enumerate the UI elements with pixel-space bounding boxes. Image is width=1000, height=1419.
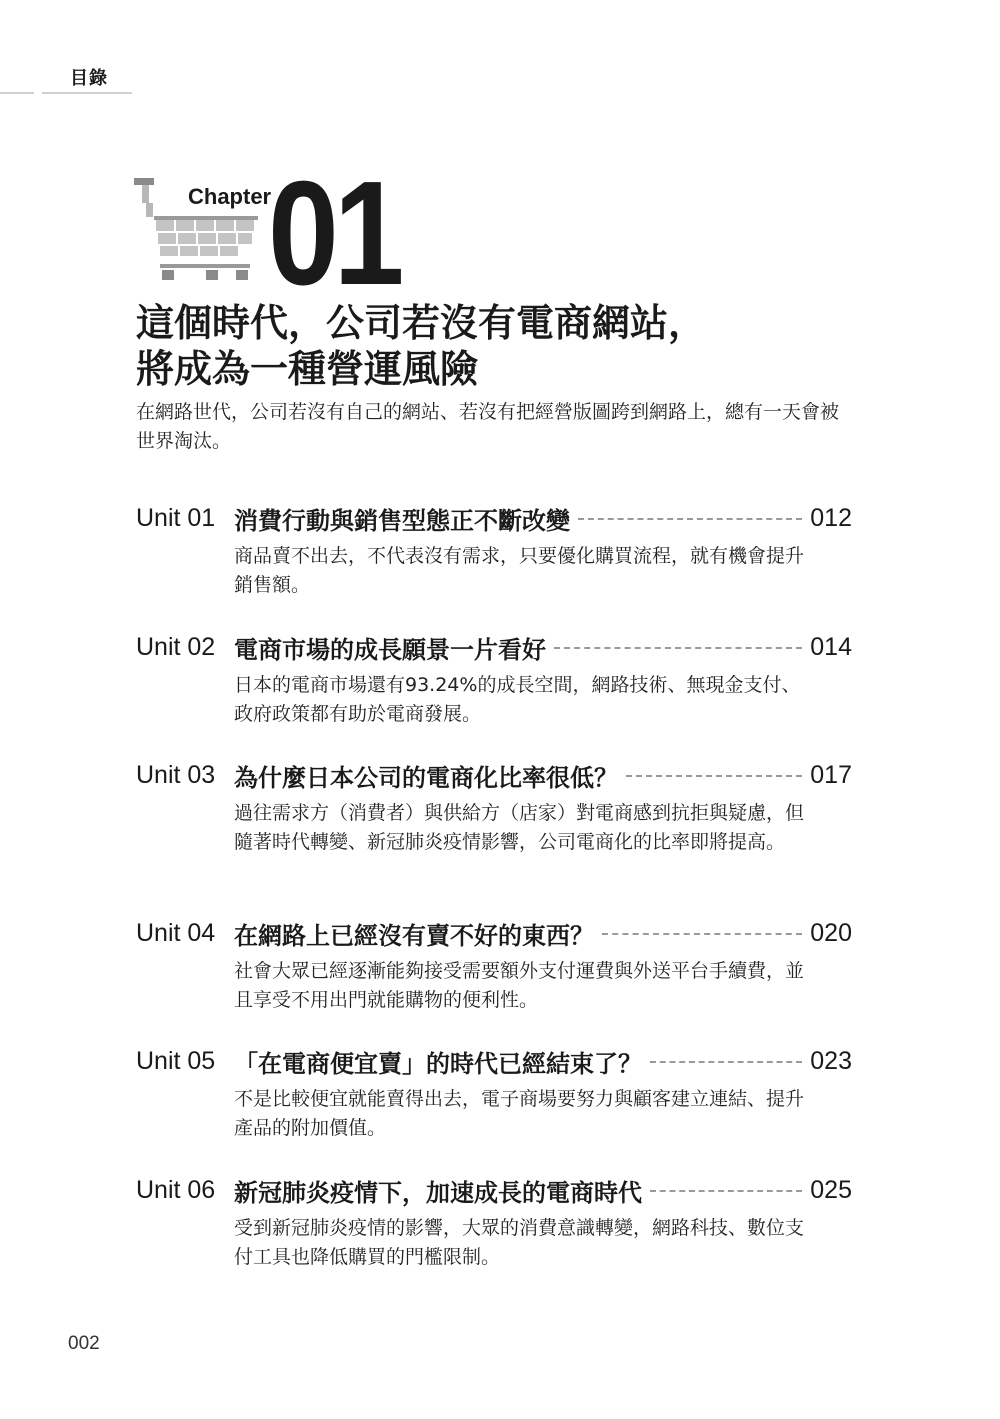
unit-label: Unit 06 bbox=[136, 1175, 216, 1204]
dotted-leader bbox=[626, 775, 802, 777]
header-rule bbox=[42, 92, 132, 94]
unit-description: 社會大眾已經逐漸能夠接受需要額外支付運費與外送平台手續費，並且享受不用出門就能購物的便利性。 bbox=[234, 960, 805, 1011]
unit-label: Unit 04 bbox=[136, 918, 216, 947]
chapter-title bbox=[136, 300, 856, 392]
toc-entry[interactable] bbox=[136, 1172, 852, 1272]
dotted-leader bbox=[650, 1061, 802, 1063]
toc-entry[interactable] bbox=[136, 1043, 852, 1143]
chapter-title-line2: 將成為一種營運風險 bbox=[136, 347, 479, 391]
unit-description: 過往需求方（消費者）與供給方（店家）對電商感到抗拒與疑慮，但隨著時代轉變、新冠肺炎疫情影響，公司電商化的比率即將提高。 bbox=[234, 802, 805, 853]
unit-page-number: 025 bbox=[810, 1175, 852, 1204]
chapter-label: Chapter bbox=[188, 184, 272, 209]
toc-entry[interactable] bbox=[136, 757, 852, 857]
unit-title[interactable]: 電商市場的成長願景一片看好 bbox=[234, 635, 546, 664]
header-label: 目錄 bbox=[70, 68, 108, 89]
unit-title[interactable]: 「在電商便宜賣」的時代已經結束了？ bbox=[234, 1049, 642, 1078]
toc-entry[interactable] bbox=[136, 915, 852, 1015]
header-rule bbox=[0, 92, 34, 94]
unit-page-number: 012 bbox=[810, 503, 852, 532]
unit-page-number: 020 bbox=[810, 918, 852, 947]
unit-page-number: 014 bbox=[810, 632, 852, 661]
unit-description: 受到新冠肺炎疫情的影響，大眾的消費意識轉變，網路科技、數位支付工具也降低購買的門檻限制。 bbox=[234, 1217, 805, 1268]
dotted-leader bbox=[554, 647, 802, 649]
chapter-number: 01 bbox=[268, 151, 400, 316]
chapter-title-line1: 這個時代，公司若沒有電商網站， bbox=[136, 301, 707, 345]
toc-entry[interactable] bbox=[136, 629, 852, 729]
unit-label: Unit 01 bbox=[136, 503, 216, 532]
unit-label: Unit 05 bbox=[136, 1046, 216, 1075]
page-number: 002 bbox=[68, 1333, 100, 1354]
dotted-leader bbox=[602, 933, 802, 935]
unit-description: 不是比較便宜就能賣得出去，電子商場要努力與顧客建立連結、提升產品的附加價值。 bbox=[234, 1088, 805, 1139]
chapter-description: 在網路世代，公司若沒有自己的網站、若沒有把經營版圖跨到網路上，總有一天會被世界淘汰。 bbox=[136, 401, 840, 452]
unit-page-number: 023 bbox=[810, 1046, 852, 1075]
unit-title[interactable]: 在網路上已經沒有賣不好的東西？ bbox=[234, 921, 594, 950]
unit-description: 日本的電商市場還有93.24%的成長空間，網路技術、無現金支付、政府政策都有助於電商發展。 bbox=[234, 674, 801, 725]
unit-label: Unit 02 bbox=[136, 632, 216, 661]
toc-entry[interactable] bbox=[136, 500, 852, 600]
unit-title[interactable]: 為什麼日本公司的電商化比率很低？ bbox=[234, 763, 618, 792]
unit-page-number: 017 bbox=[810, 760, 852, 789]
unit-description: 商品賣不出去，不代表沒有需求，只要優化購買流程，就有機會提升銷售額。 bbox=[234, 545, 805, 596]
dotted-leader bbox=[578, 518, 802, 520]
unit-title[interactable]: 消費行動與銷售型態正不斷改變 bbox=[234, 506, 570, 535]
dotted-leader bbox=[650, 1190, 802, 1192]
unit-label: Unit 03 bbox=[136, 760, 216, 789]
unit-title[interactable]: 新冠肺炎疫情下，加速成長的電商時代 bbox=[234, 1178, 642, 1207]
